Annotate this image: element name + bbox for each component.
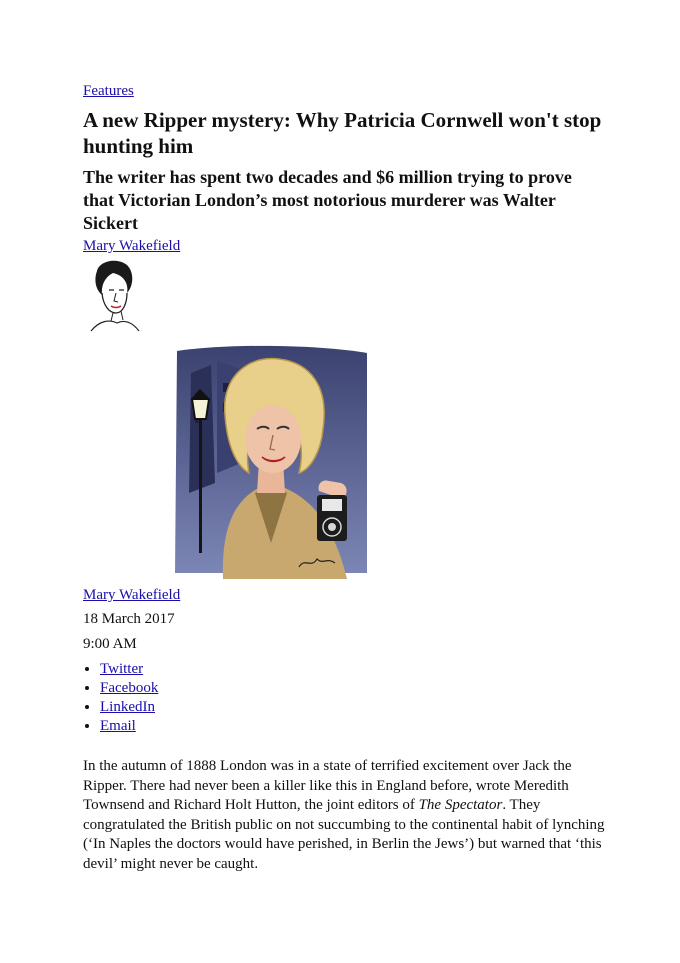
- publication-name: The Spectator: [418, 797, 503, 813]
- publish-date: 18 March 2017: [83, 611, 175, 627]
- author-caricature-avatar: [83, 257, 141, 333]
- share-email-link[interactable]: Email: [100, 718, 136, 734]
- share-item-facebook: [100, 679, 158, 698]
- article-headline: A new Ripper mystery: Why Patricia Cornwell won't stop hunting him: [83, 108, 602, 158]
- share-item-email: [100, 717, 158, 736]
- article-paragraph-part-1: In the autumn of 1888 London was in a state of terrified excitement over Jack the Ripper. There had never been a killer like this in England before, wrote Meredith Townsend and Richard Holt Hutton, the joint editors of: [83, 758, 572, 813]
- share-facebook-link[interactable]: Facebook: [100, 680, 159, 696]
- article-paragraph: [83, 757, 608, 874]
- section-link-features[interactable]: Features: [83, 83, 134, 99]
- patricia-cornwell-illustration: [171, 343, 371, 579]
- article-paragraph-part-2: . They congratulated the British public on not succumbing to the continental habit of lynching (‘In Naples the doctors would have perished, in Berlin the Jews’) but warned that ‘this devil’ might never be caught.: [83, 797, 605, 872]
- byline-author-link[interactable]: Mary Wakefield: [83, 587, 181, 603]
- share-item-twitter: [100, 660, 158, 679]
- share-links: [83, 660, 158, 736]
- share-twitter-link[interactable]: Twitter: [100, 661, 144, 677]
- article-standfirst: The writer has spent two decades and $6 million trying to prove that Victorian London’s most notorious murderer was Walter Sickert: [83, 167, 572, 233]
- author-link[interactable]: Mary Wakefield: [83, 238, 181, 254]
- publish-time: 9:00 AM: [83, 636, 137, 652]
- share-item-linkedin: [100, 698, 158, 717]
- share-linkedin-link[interactable]: LinkedIn: [100, 699, 155, 715]
